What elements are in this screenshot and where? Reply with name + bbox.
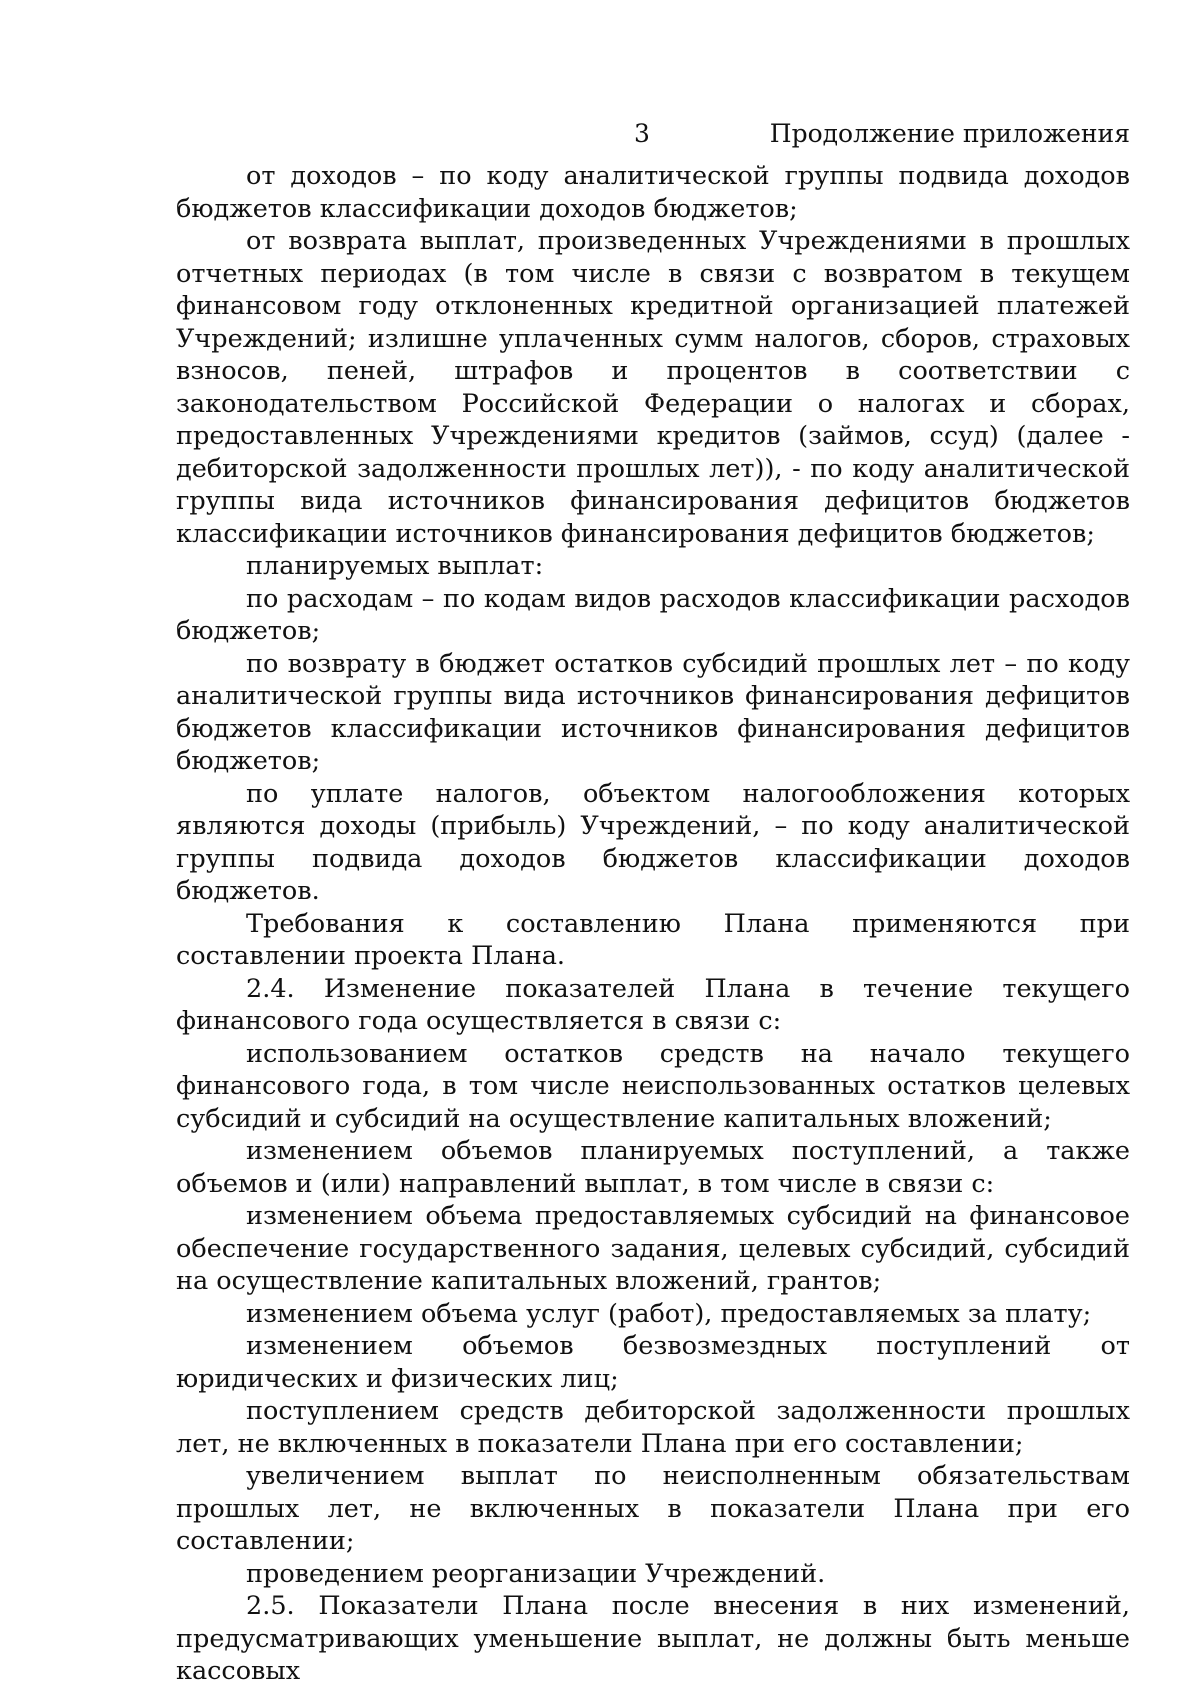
paragraph: по возврату в бюджет остатков субсидий прошлых лет – по коду аналитической группы вида источников финансирования дефицитов бюджетов классификации источников финансирования дефицитов бюджетов; <box>176 648 1130 776</box>
paragraph: 2.4. Изменение показателей Плана в течение текущего финансового года осуществляется в связи с: <box>176 973 1130 1036</box>
paragraph: по расходам – по кодам видов расходов классификации расходов бюджетов; <box>176 583 1130 646</box>
paragraph: Требования к составлению Плана применяются при составлении проекта Плана. <box>176 908 1130 971</box>
paragraph: от доходов – по коду аналитической группы подвида доходов бюджетов классификации доходов бюджетов; <box>176 161 1130 224</box>
paragraph: планируемых выплат: <box>246 551 544 581</box>
paragraph: изменением объема услуг (работ), предоставляемых за плату; <box>246 1298 1092 1329</box>
body-text <box>176 160 1130 1688</box>
paragraph: использованием остатков средств на начало текущего финансового года, в том числе неиспользованных остатков целевых субсидий и субсидий на осуществление капитальных вложений; <box>176 1038 1130 1134</box>
page-number: 3 <box>634 119 650 148</box>
paragraph: 2.5. Показатели Плана после внесения в них изменений, предусматривающих уменьшение выплат, не должны быть меньше кассовых <box>176 1591 1130 1686</box>
header-note: Продолжение приложения <box>769 119 1130 148</box>
page-header <box>176 118 1130 150</box>
paragraph: проведением реорганизации Учреждений. <box>246 1558 826 1589</box>
paragraph: по уплате налогов, объектом налогообложения которых являются доходы (прибыль) Учреждений, – по коду аналитической группы подвида доходов бюджетов классификации доходов бюджетов. <box>176 778 1130 906</box>
paragraph: изменением объема предоставляемых субсидий на финансовое обеспечение государственного задания, целевых субсидий, субсидий на осуществление капитальных вложений, грантов; <box>176 1201 1130 1296</box>
paragraph: изменением объемов безвозмездных поступлений от юридических и физических лиц; <box>176 1331 1130 1394</box>
paragraph: поступлением средств дебиторской задолженности прошлых лет, не включенных в показатели Плана при его составлении; <box>176 1396 1130 1459</box>
paragraph: от возврата выплат, произведенных Учреждениями в прошлых отчетных периодах (в том числе в связи с возвратом в текущем финансовом году отклоненных кредитной организацией платежей Учреждений; излишне уплаченных сумм налогов, сборов, страховых взносов, пеней, штрафов и процентов в соответствии с законодательством Российской Федерации о налогах и сборах, предоставленных Учреждениями кредитов (займов, ссуд) (далее - дебиторской задолженности прошлых лет)), - по коду аналитической группы вида источников финансирования дефицитов бюджетов классификации источников финансирования дефицитов бюджетов; <box>176 226 1130 549</box>
paragraph: увеличением выплат по неисполненным обязательствам прошлых лет, не включенных в показатели Плана при его составлении; <box>176 1461 1130 1556</box>
paragraph: изменением объемов планируемых поступлений, а также объемов и (или) направлений выплат, в том числе в связи с: <box>176 1136 1130 1199</box>
